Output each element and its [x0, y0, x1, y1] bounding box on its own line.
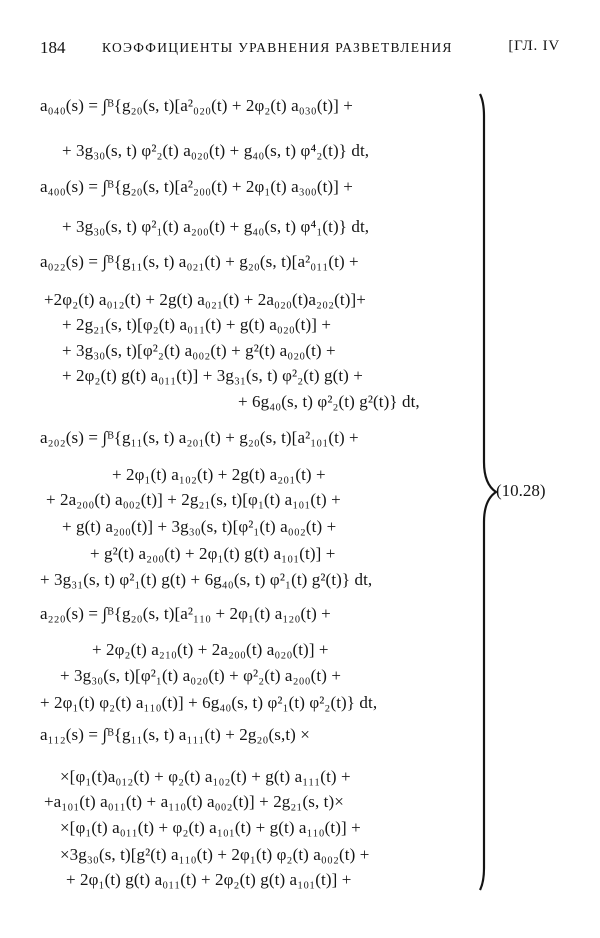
equation-line: + g(t) a₂₀₀(t)] + 3g₃₀(s, t)[φ²₁(t) a₀₀₂(t) + [62, 517, 337, 536]
equation-line: + 2φ₂(t) g(t) a₀₁₁(t)] + 3g₃₁(s, t) φ²₂(t) g(t) + [62, 366, 363, 385]
equation-line: + 2g₂₁(s, t)[φ₂(t) a₀₁₁(t) + g(t) a₀₂₀(t)] + [62, 315, 332, 334]
equation-line: + 3g₃₀(s, t)[φ²₂(t) a₀₀₂(t) + g²(t) a₀₂₀(t) + [62, 341, 336, 360]
equation-line: ×3g₃₀(s, t)[g²(t) a₁₁₀(t) + 2φ₁(t) φ₂(t) a₀₀₂(t) + [60, 845, 370, 864]
page-number: 184 [40, 38, 66, 57]
running-title: КОЭФФИЦИЕНТЫ УРАВНЕНИЯ РАЗВЕТВЛЕНИЯ [102, 40, 453, 55]
equation-line: a₂₀₂(s) = ∫ᴮ{g₁₁(s, t) a₂₀₁(t) + g₂₀(s, t)[a²₁₀₁(t) + [40, 428, 359, 447]
equation-line: a₀₄₀(s) = ∫ᴮ{g₂₀(s, t)[a²₀₂₀(t) + 2φ₂(t) a₀₃₀(t)] + [40, 96, 353, 115]
equation-line: + 3g₃₀(s, t) φ²₁(t) a₂₀₀(t) + g₄₀(s, t) φ⁴₁(t)} dt, [62, 217, 370, 236]
equation-line: + 3g₃₁(s, t) φ²₁(t) g(t) + 6g₄₀(s, t) φ²₁(t) g²(t)} dt, [40, 570, 373, 589]
equation-line: a₁₁₂(s) = ∫ᴮ{g₁₁(s, t) a₁₁₁(t) + 2g₂₀(s,t) × [40, 725, 310, 744]
equation-line: ×[φ₁(t) a₀₁₁(t) + φ₂(t) a₁₀₁(t) + g(t) a₁₁₀(t)] + [60, 818, 361, 837]
equation-line: + 2φ₁(t) g(t) a₀₁₁(t) + 2φ₂(t) g(t) a₁₀₁(t)] + [66, 870, 352, 889]
equation-line: + 2φ₁(t) a₁₀₂(t) + 2g(t) a₂₀₁(t) + [112, 465, 326, 484]
equation-line: a₂₂₀(s) = ∫ᴮ{g₂₀(s, t)[a²₁₁₀ + 2φ₁(t) a₁₂₀(t) + [40, 604, 331, 623]
equation-line: +2φ₂(t) a₀₁₂(t) + 2g(t) a₀₂₁(t) + 2a₀₂₀(t)a₂₀₂(t)]+ [44, 290, 366, 309]
chapter-reference: [ГЛ. IV [508, 38, 560, 54]
equation-line: ×[φ₁(t)a₀₁₂(t) + φ₂(t) a₁₀₂(t) + g(t) a₁₁₁(t) + [60, 767, 351, 786]
equation-line: + 2φ₁(t) φ₂(t) a₁₁₀(t)] + 6g₄₀(s, t) φ²₁(t) φ²₂(t)} dt, [40, 693, 378, 712]
equation-line: + 6g₄₀(s, t) φ²₂(t) g²(t)} dt, [238, 392, 420, 411]
equation-line: + g²(t) a₂₀₀(t) + 2φ₁(t) g(t) a₁₀₁(t)] + [90, 544, 336, 563]
equation-line: + 2a₂₀₀(t) a₀₀₂(t)] + 2g₂₁(s, t)[φ₁(t) a₁₀₁(t) + [46, 490, 341, 509]
equation-line: a₀₂₂(s) = ∫ᴮ{g₁₁(s, t) a₀₂₁(t) + g₂₀(s, t)[a²₀₁₁(t) + [40, 252, 359, 271]
equation-number: (10.28) [496, 481, 546, 500]
equation-line: + 2φ₂(t) a₂₁₀(t) + 2a₂₀₀(t) a₀₂₀(t)] + [92, 640, 329, 659]
equation-line: a₄₀₀(s) = ∫ᴮ{g₂₀(s, t)[a²₂₀₀(t) + 2φ₁(t) a₃₀₀(t)] + [40, 177, 353, 196]
equation-line: +a₁₀₁(t) a₀₁₁(t) + a₁₁₀(t) a₀₀₂(t)] + 2g₂₁(s, t)× [44, 792, 344, 811]
equation-line: + 3g₃₀(s, t) φ²₂(t) a₀₂₀(t) + g₄₀(s, t) φ⁴₂(t)} dt, [62, 141, 370, 160]
equation-line: + 3g₃₀(s, t)[φ²₁(t) a₀₂₀(t) + φ²₂(t) a₂₀₀(t) + [60, 666, 342, 685]
